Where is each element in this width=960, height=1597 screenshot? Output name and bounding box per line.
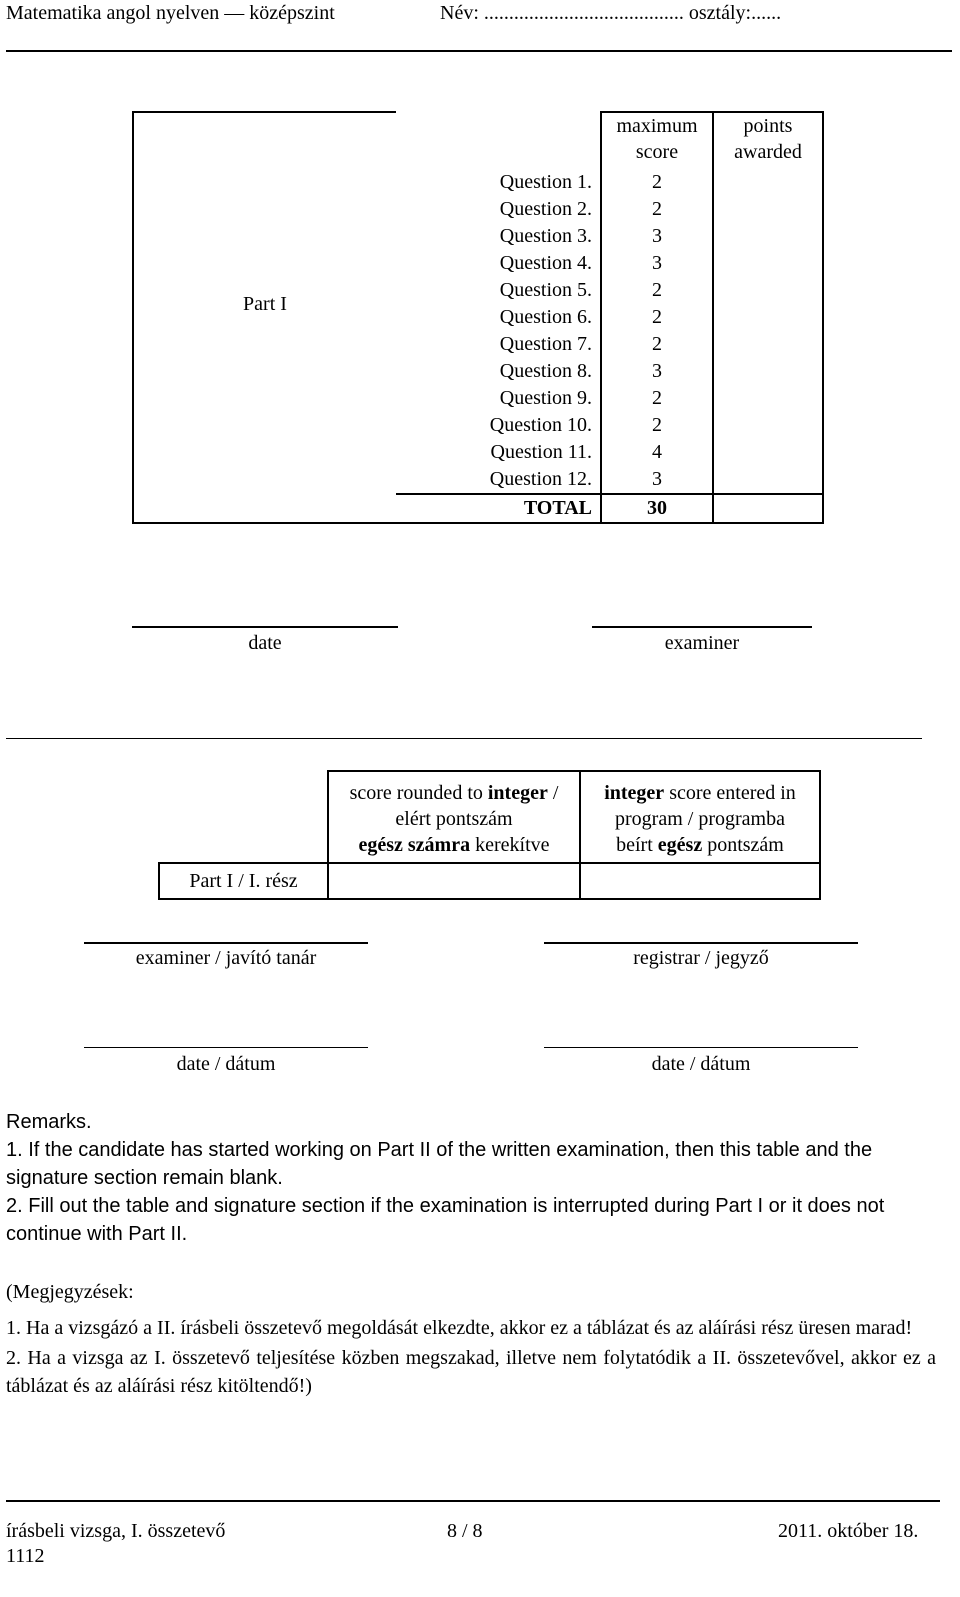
- max-score-cell: 2: [601, 331, 713, 358]
- question-label: Question 4.: [499, 252, 592, 274]
- points-awarded-cell[interactable]: [713, 412, 823, 439]
- points-awarded-cell[interactable]: [713, 250, 823, 277]
- date-left-signature-line: [84, 1047, 368, 1048]
- footer-code: 1112: [6, 1545, 45, 1567]
- total-max-score: 30: [601, 494, 713, 523]
- max-score-cell: 2: [601, 412, 713, 439]
- question-label: Question 11.: [490, 441, 592, 463]
- date-signature-line: [132, 626, 398, 628]
- points-awarded-cell[interactable]: [713, 277, 823, 304]
- points-awarded-cell[interactable]: [713, 169, 823, 196]
- hungarian-remarks-section: [6, 1278, 936, 1400]
- date-right-label: date / dátum: [651, 1053, 751, 1075]
- max-score-cell: 3: [601, 250, 713, 277]
- col-max-score: maximum score: [601, 112, 713, 169]
- question-label: Question 5.: [499, 279, 592, 301]
- remarks-section: [6, 1108, 926, 1248]
- points-awarded-cell[interactable]: [713, 304, 823, 331]
- part-i-row-label: Part I / I. rész: [159, 863, 328, 899]
- points-awarded-cell[interactable]: [713, 331, 823, 358]
- remark-1: 1. If the candidate has started working on Part II of the written examination, then this table and the signature section remain blank.: [6, 1139, 873, 1189]
- score-table-header-row: [133, 112, 823, 169]
- date-label: date: [248, 632, 282, 654]
- header-name-field: Név: ........................................ osztály:......: [440, 2, 782, 24]
- col-points-awarded: points awarded: [713, 112, 823, 169]
- max-score-cell: 2: [601, 196, 713, 223]
- date-right-signature-line: [544, 1047, 858, 1048]
- question-label: Question 7.: [499, 333, 592, 355]
- footer-rule: [6, 1500, 940, 1502]
- remark-2: 2. Fill out the table and signature section if the examination is interrupted during Part I or it does not continue with Part II.: [6, 1195, 885, 1245]
- question-label: Question 2.: [499, 198, 592, 220]
- question-label: Question 9.: [499, 387, 592, 409]
- examiner-teacher-signature-line: [84, 942, 368, 944]
- points-awarded-cell[interactable]: [713, 196, 823, 223]
- registrar-signature-line: [544, 942, 858, 944]
- total-label: TOTAL: [396, 494, 601, 523]
- remarks-title: Remarks.: [6, 1111, 92, 1133]
- max-score-cell: 3: [601, 358, 713, 385]
- footer-page-number: 8 / 8: [447, 1520, 483, 1542]
- points-awarded-cell[interactable]: [713, 223, 823, 250]
- footer-date: 2011. október 18.: [778, 1520, 919, 1542]
- examiner-signature-line: [592, 626, 812, 628]
- points-awarded-cell[interactable]: [713, 466, 823, 494]
- total-row: [133, 494, 823, 523]
- question-label: Question 8.: [499, 360, 592, 382]
- question-label: Question 6.: [499, 306, 592, 328]
- max-score-cell: 2: [601, 304, 713, 331]
- total-points-awarded-cell[interactable]: [713, 494, 823, 523]
- footer-exam-label: írásbeli vizsga, I. összetevő: [6, 1520, 226, 1542]
- examiner-label: examiner: [664, 632, 740, 654]
- score-table: [132, 111, 824, 524]
- integer-score-cell[interactable]: [580, 863, 820, 899]
- max-score-cell: 3: [601, 223, 713, 250]
- question-label: Question 3.: [499, 225, 592, 247]
- question-label: Question 10.: [489, 414, 592, 436]
- rounded-score-cell[interactable]: [328, 863, 580, 899]
- hungarian-remarks-title: (Megjegyzések:: [6, 1281, 134, 1303]
- points-awarded-cell[interactable]: [713, 439, 823, 466]
- registrar-label: registrar / jegyző: [633, 947, 769, 969]
- rounded-score-table: [158, 770, 821, 900]
- header-rule: [6, 50, 952, 52]
- integer-score-header: integer score entered in program / programba beírt egész pontszám: [580, 771, 820, 863]
- hungarian-remark-2: 2. Ha a vizsga az I. összetevő teljesítése közben megszakad, illetve nem folytatódik a II. összetevővel, akkor ez a táblázat és az aláírási rész kitöltendő!): [6, 1347, 936, 1397]
- max-score-cell: 2: [601, 385, 713, 412]
- max-score-cell: 2: [601, 169, 713, 196]
- header-title: Matematika angol nyelven — középszint: [6, 2, 335, 24]
- hungarian-remark-1: 1. Ha a vizsgázó a II. írásbeli összetevő megoldását elkezdte, akkor ez a táblázat és az aláírási rész üresen marad!: [6, 1317, 913, 1339]
- max-score-cell: 3: [601, 466, 713, 494]
- points-awarded-cell[interactable]: [713, 358, 823, 385]
- part-label: Part I: [133, 112, 396, 494]
- max-score-cell: 4: [601, 439, 713, 466]
- rounded-score-header: score rounded to integer / elért pontszám egész számra kerekítve: [328, 771, 580, 863]
- date-left-label: date / dátum: [176, 1053, 276, 1075]
- question-label: Question 12.: [489, 468, 592, 490]
- section-divider: [6, 738, 922, 739]
- examiner-teacher-label: examiner / javító tanár: [135, 947, 317, 969]
- points-awarded-cell[interactable]: [713, 385, 823, 412]
- max-score-cell: 2: [601, 277, 713, 304]
- question-label: Question 1.: [499, 171, 592, 193]
